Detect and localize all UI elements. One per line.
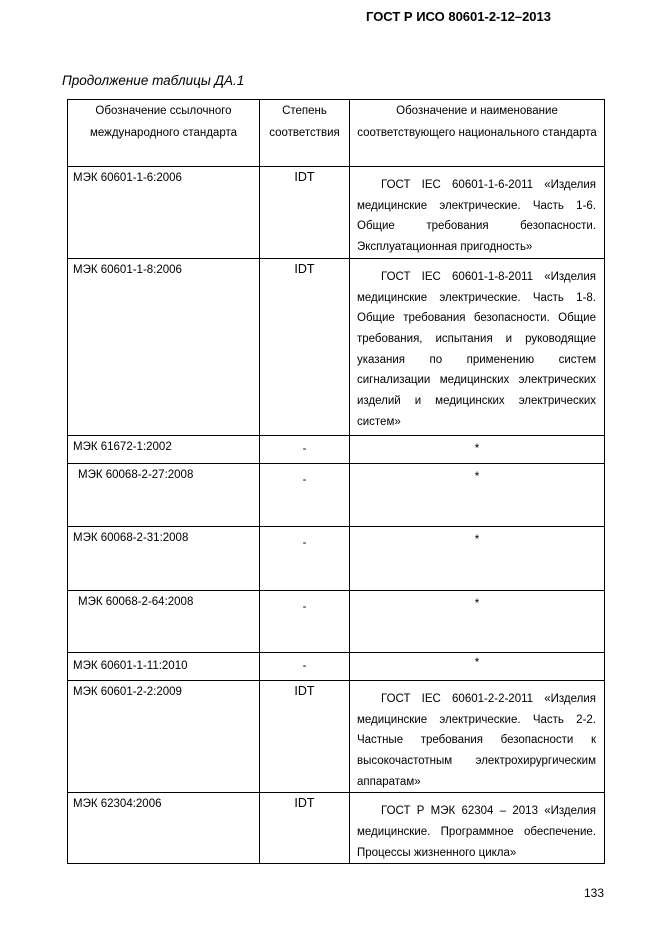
row-degree: -: [260, 463, 350, 526]
row-national-standard: ГОСТ IEC 60601-1-6-2011 «Изделия медицинские электрические. Часть 1-6. Общие требования безопасности. Эксплуатационная пригодность»: [350, 167, 605, 259]
row-designation: МЭК 60068-2-31:2008: [68, 526, 260, 590]
table-row: [68, 793, 605, 864]
correspondence-table: [67, 99, 605, 864]
row-national-standard: *: [350, 526, 605, 590]
row-national-standard: *: [350, 652, 605, 680]
row-degree: -: [260, 590, 350, 652]
row-degree: IDT: [260, 258, 350, 435]
header-national-standard: Обозначение и наименование соответствующего национального стандарта: [350, 100, 605, 167]
row-designation: МЭК 60068-2-27:2008: [68, 463, 260, 526]
table-row: [68, 526, 605, 590]
table-caption: Продолжение таблицы ДА.1: [62, 73, 245, 88]
row-degree: -: [260, 435, 350, 463]
table-row: [68, 590, 605, 652]
row-national-standard: ГОСТ IEC 60601-1-8-2011 «Изделия медицинские электрические. Часть 1-8. Общие требования безопасности. Общие требования, испытания и руководящие указания по применению систем сигнализации медицинских электрических изделий и медицинских электрических систем»: [350, 258, 605, 435]
header-reference-standard: Обозначение ссылочного международного стандарта: [68, 100, 260, 167]
row-national-standard: *: [350, 435, 605, 463]
row-designation: МЭК 60068-2-64:2008: [68, 590, 260, 652]
page-number: 133: [583, 886, 604, 900]
row-degree: IDT: [260, 167, 350, 259]
row-designation: МЭК 60601-1-6:2006: [68, 167, 260, 259]
table-row: [68, 435, 605, 463]
table-header-row: [68, 100, 605, 167]
row-designation: МЭК 62304:2006: [68, 793, 260, 864]
row-degree: IDT: [260, 793, 350, 864]
table-row: [68, 463, 605, 526]
row-designation: МЭК 60601-1-11:2010: [68, 652, 260, 680]
row-designation: МЭК 60601-2-2:2009: [68, 680, 260, 793]
row-degree: IDT: [260, 680, 350, 793]
table-row: [68, 258, 605, 435]
row-degree: -: [260, 652, 350, 680]
table-row: [68, 680, 605, 793]
table-row: [68, 167, 605, 259]
table-row: [68, 652, 605, 680]
document-standard-code: ГОСТ Р ИСО 80601-2-12–2013: [366, 9, 551, 24]
row-designation: МЭК 60601-1-8:2006: [68, 258, 260, 435]
row-degree: -: [260, 526, 350, 590]
row-designation: МЭК 61672-1:2002: [68, 435, 260, 463]
row-national-standard: ГОСТ Р МЭК 62304 – 2013 «Изделия медицинские. Программное обеспечение. Процессы жизненного цикла»: [350, 793, 605, 864]
row-national-standard: ГОСТ IEC 60601-2-2-2011 «Изделия медицинские электрические. Часть 2-2. Частные требования безопасности к высокочастотным электрохирургическим аппаратам»: [350, 680, 605, 793]
row-national-standard: *: [350, 590, 605, 652]
row-national-standard: *: [350, 463, 605, 526]
header-degree: Степень соответствия: [260, 100, 350, 167]
